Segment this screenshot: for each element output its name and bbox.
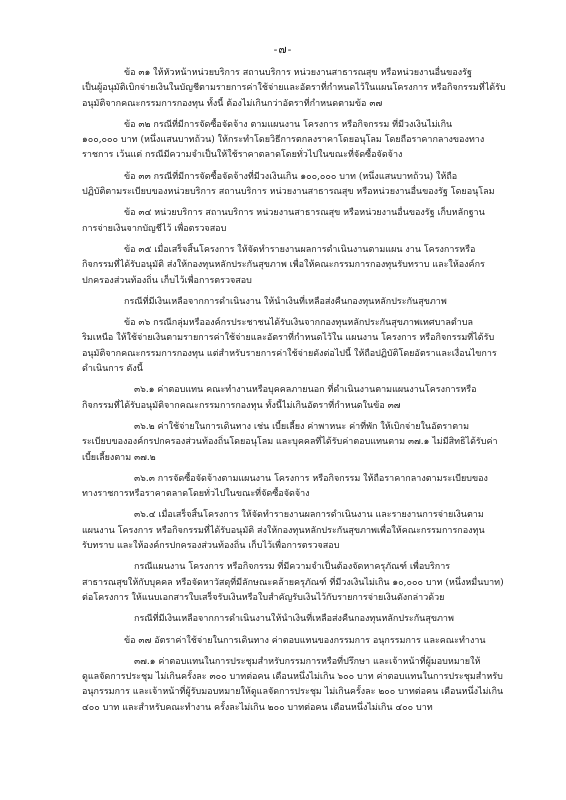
paragraph bbox=[82, 612, 514, 627]
text-line: ข้อ ๓๖ กรณีกลุ่มหรือองค์กรประชาชนได้รับเงินจากกองทุนหลักประกันสุขภาพเทศบาลตำบล bbox=[124, 318, 473, 329]
text-line: เป็นผู้อนุมัติเบิกจ่ายเงินในบัญชีตามรายการค่าใช้จ่ายและอัตราที่กำหนดไว้ในแผนโครงการ หรือกิจกรรมที่ได้รับ bbox=[82, 83, 506, 94]
document-body bbox=[82, 66, 514, 722]
paragraph bbox=[82, 508, 514, 554]
paragraph bbox=[82, 206, 514, 237]
text-line: สาธารณสุขให้กับบุคคล หรือจัดหาวัสดุที่มีลักษณะคล้ายครุภัณฑ์ ที่มีวงเงินไม่เกิน ๑๐,๐๐๐ บาท (หนึ่งหมื่นบาท) bbox=[82, 577, 504, 588]
text-line: อนุมัติจากคณะกรรมการกองทุน ทั้งนี้ ต้องไม่เกินกว่าอัตราที่กำหนดตามข้อ ๓๗ bbox=[82, 98, 383, 109]
text-line: ข้อ ๓๗ อัตราค่าใช้จ่ายในการเดินทาง ค่าตอบแทนของกรรมการ อนุกรรมการ และคณะทำงาน bbox=[124, 635, 486, 646]
paragraph bbox=[82, 66, 514, 112]
text-line: ข้อ ๓๒ กรณีที่มีการจัดซื้อจัดจ้าง ตามแผนงาน โครงการ หรือกิจกรรม ที่มีวงเงินไม่เกิน bbox=[124, 119, 453, 130]
text-line: ๓๖.๒ ค่าใช้จ่ายในการเดินทาง เช่น เบี้ยเลี้ยง ค่าพาหนะ ค่าที่พัก ให้เบิกจ่ายในอัตราตาม bbox=[134, 421, 470, 432]
paragraph bbox=[82, 420, 514, 466]
paragraph bbox=[82, 295, 514, 310]
text-line: ดำเนินการ ดังนี้ bbox=[82, 364, 143, 375]
paragraph bbox=[82, 316, 514, 377]
text-line: เบี้ยเลี้ยงตาม ๓๗.๒ bbox=[82, 452, 156, 463]
paragraph bbox=[82, 243, 514, 289]
paragraph bbox=[82, 655, 514, 716]
text-line: แผนงาน โครงการ หรือกิจกรรมที่ได้รับอนุมัติ ส่งให้กองทุนหลักประกันสุขภาพเพื่อให้คณะกรรมการกองทุน bbox=[82, 525, 485, 536]
text-line: ดูแลจัดการประชุม ไม่เกินครั้งละ ๓๐๐ บาทต่อคน เดือนหนึ่งไม่เกิน ๖๐๐ บาท ค่าตอบแทนในการประชุมสำหรับ bbox=[82, 672, 503, 683]
text-line: ราชการ เว้นแต่ กรณีมีความจำเป็นให้ใช้ราคาตลาดโดยทั่วไปในขณะที่จัดซื้อจัดจ้าง bbox=[82, 150, 403, 161]
text-line: กิจกรรมที่ได้รับอนุมัติ ส่งให้กองทุนหลักประกันสุขภาพ เพื่อให้คณะกรรมการกองทุนรับทราบ และให้องค์กร bbox=[82, 260, 485, 271]
text-line: ระเบียบขององค์กรปกครองส่วนท้องถิ่นโดยอนุโลม และบุคคลที่ได้รับค่าตอบแทนตาม ๓๗.๑ ไม่มีสิทธิได้รับค่า bbox=[82, 437, 498, 448]
text-line: ทางราชการหรือราคาตลาดโดยทั่วไปในขณะที่จัดซื้อจัดจ้าง bbox=[82, 489, 310, 500]
text-line: ต่อโครงการ ให้แนบเอกสารใบเสร็จรับเงินหรือใบสำคัญรับเงินไว้กับรายการจ่ายเงินดังกล่าวด้วย bbox=[82, 592, 445, 603]
paragraph bbox=[82, 634, 514, 649]
text-line: อนุมัติจากคณะกรรมการกองทุน แต่สำหรับรายการค่าใช้จ่ายดังต่อไปนี้ ให้ถือปฏิบัติโดยอัตราและเงื่อนไขการ bbox=[82, 348, 497, 359]
text-line: การจ่ายเงินจากบัญชีไว้ เพื่อตรวจสอบ bbox=[82, 223, 227, 234]
paragraph bbox=[82, 383, 514, 414]
paragraph bbox=[82, 170, 514, 201]
page-number: -๗- bbox=[273, 43, 293, 56]
paragraph bbox=[82, 472, 514, 503]
text-line: ๓๖.๔ เมื่อเสร็จสิ้นโครงการ ให้จัดทำรายงานผลการดำเนินงาน และรายงานการจ่ายเงินตาม bbox=[134, 510, 484, 521]
text-line: ๓๖.๓ การจัดซื้อจัดจ้างตามแผนงาน โครงการ หรือกิจกรรม ให้ถือราคากลางตามระเบียบของ bbox=[134, 473, 488, 484]
text-line: กรณีแผนงาน โครงการ หรือกิจกรรม ที่มีความจำเป็นต้องจัดหาครุภัณฑ์ เพื่อบริการ bbox=[134, 562, 451, 573]
text-line: ๓๖.๑ ค่าตอบแทน คณะทำงานหรือบุคคลภายนอก ที่ดำเนินงานตามแผนงานโครงการหรือ bbox=[134, 385, 477, 396]
text-line: รับทราบ และให้องค์กรปกครองส่วนท้องถิ่น เก็บไว้เพื่อการตรวจสอบ bbox=[82, 541, 340, 552]
text-line: ๔๐๐ บาท และสำหรับคณะทำงาน ครั้งละไม่เกิน ๒๐๐ บาทต่อคน เดือนหนึ่งไม่เกิน ๔๐๐ บาท bbox=[82, 702, 433, 713]
paragraph bbox=[82, 560, 514, 606]
text-line: อนุกรรมการ และเจ้าหน้าที่ผู้รับมอบหมายให้ดูแลจัดการประชุม ไม่เกินครั้งละ ๒๐๐ บาทต่อคน เดือนหนึ่งไม่เกิน bbox=[82, 687, 504, 698]
text-line: ข้อ ๓๓ กรณีที่มีการจัดซื้อจัดจ้างที่มีวงเงินเกิน ๑๐๐,๐๐๐ บาท (หนึ่งแสนบาทถ้วน) ให้ถือ bbox=[124, 171, 458, 182]
text-line: ข้อ ๓๑ ให้หัวหน้าหน่วยบริการ สถานบริการ หน่วยงานสาธารณสุข หรือหน่วยงานอื่นของรัฐ bbox=[124, 68, 472, 78]
text-line: ปฏิบัติตามระเบียบของหน่วยบริการ สถานบริการ หน่วยงานสาธารณสุข หรือหน่วยงานอื่นของรัฐ โดยอนุโลม bbox=[82, 187, 495, 198]
text-line: ริมเหนือ ให้ใช้จ่ายเงินตามรายการค่าใช้จ่ายและอัตราที่กำหนดไว้ใน แผนงาน โครงการ หรือกิจกรรมที่ได้รับ bbox=[82, 333, 495, 344]
text-line: ปกครองส่วนท้องถิ่น เก็บไว้เพื่อการตรวจสอบ bbox=[82, 275, 252, 286]
text-line: ข้อ ๓๕ เมื่อเสร็จสิ้นโครงการ ให้จัดทำรายงานผลการดำเนินงานตามแผน งาน โครงการหรือ bbox=[124, 244, 476, 255]
paragraph bbox=[82, 118, 514, 164]
text-line: ๑๐๐,๐๐๐ บาท (หนึ่งแสนบาทถ้วน) ให้กระทำโดยวิธีการตกลงราคาโดยอนุโลม โดยถือราคากลางของทาง bbox=[82, 135, 485, 146]
text-line: ๓๗.๑ ค่าตอบแทนในการประชุมสำหรับกรรมการหรือที่ปรึกษา และเจ้าหน้าที่ผู้มอบหมายให้ bbox=[134, 656, 481, 667]
text-line: กรณีที่มีเงินเหลือจากการดำเนินงาน ให้นำเงินที่เหลือส่งคืนกองทุนหลักประกันสุขภาพ bbox=[124, 296, 447, 307]
text-line: ข้อ ๓๔ หน่วยบริการ สถานบริการ หน่วยงานสาธารณสุข หรือหน่วยงานอื่นของรัฐ เก็บหลักฐาน bbox=[124, 208, 485, 219]
text-line: กิจกรรมที่ได้รับอนุมัติจากคณะกรรมการกองทุน ทั้งนี้ไม่เกินอัตราที่กำหนดในข้อ ๓๗ bbox=[82, 400, 401, 411]
text-line: กรณีที่มีเงินเหลือจากการดำเนินงานให้นำเงินที่เหลือส่งคืนกองทุนหลักประกันสุขภาพ bbox=[134, 614, 454, 625]
